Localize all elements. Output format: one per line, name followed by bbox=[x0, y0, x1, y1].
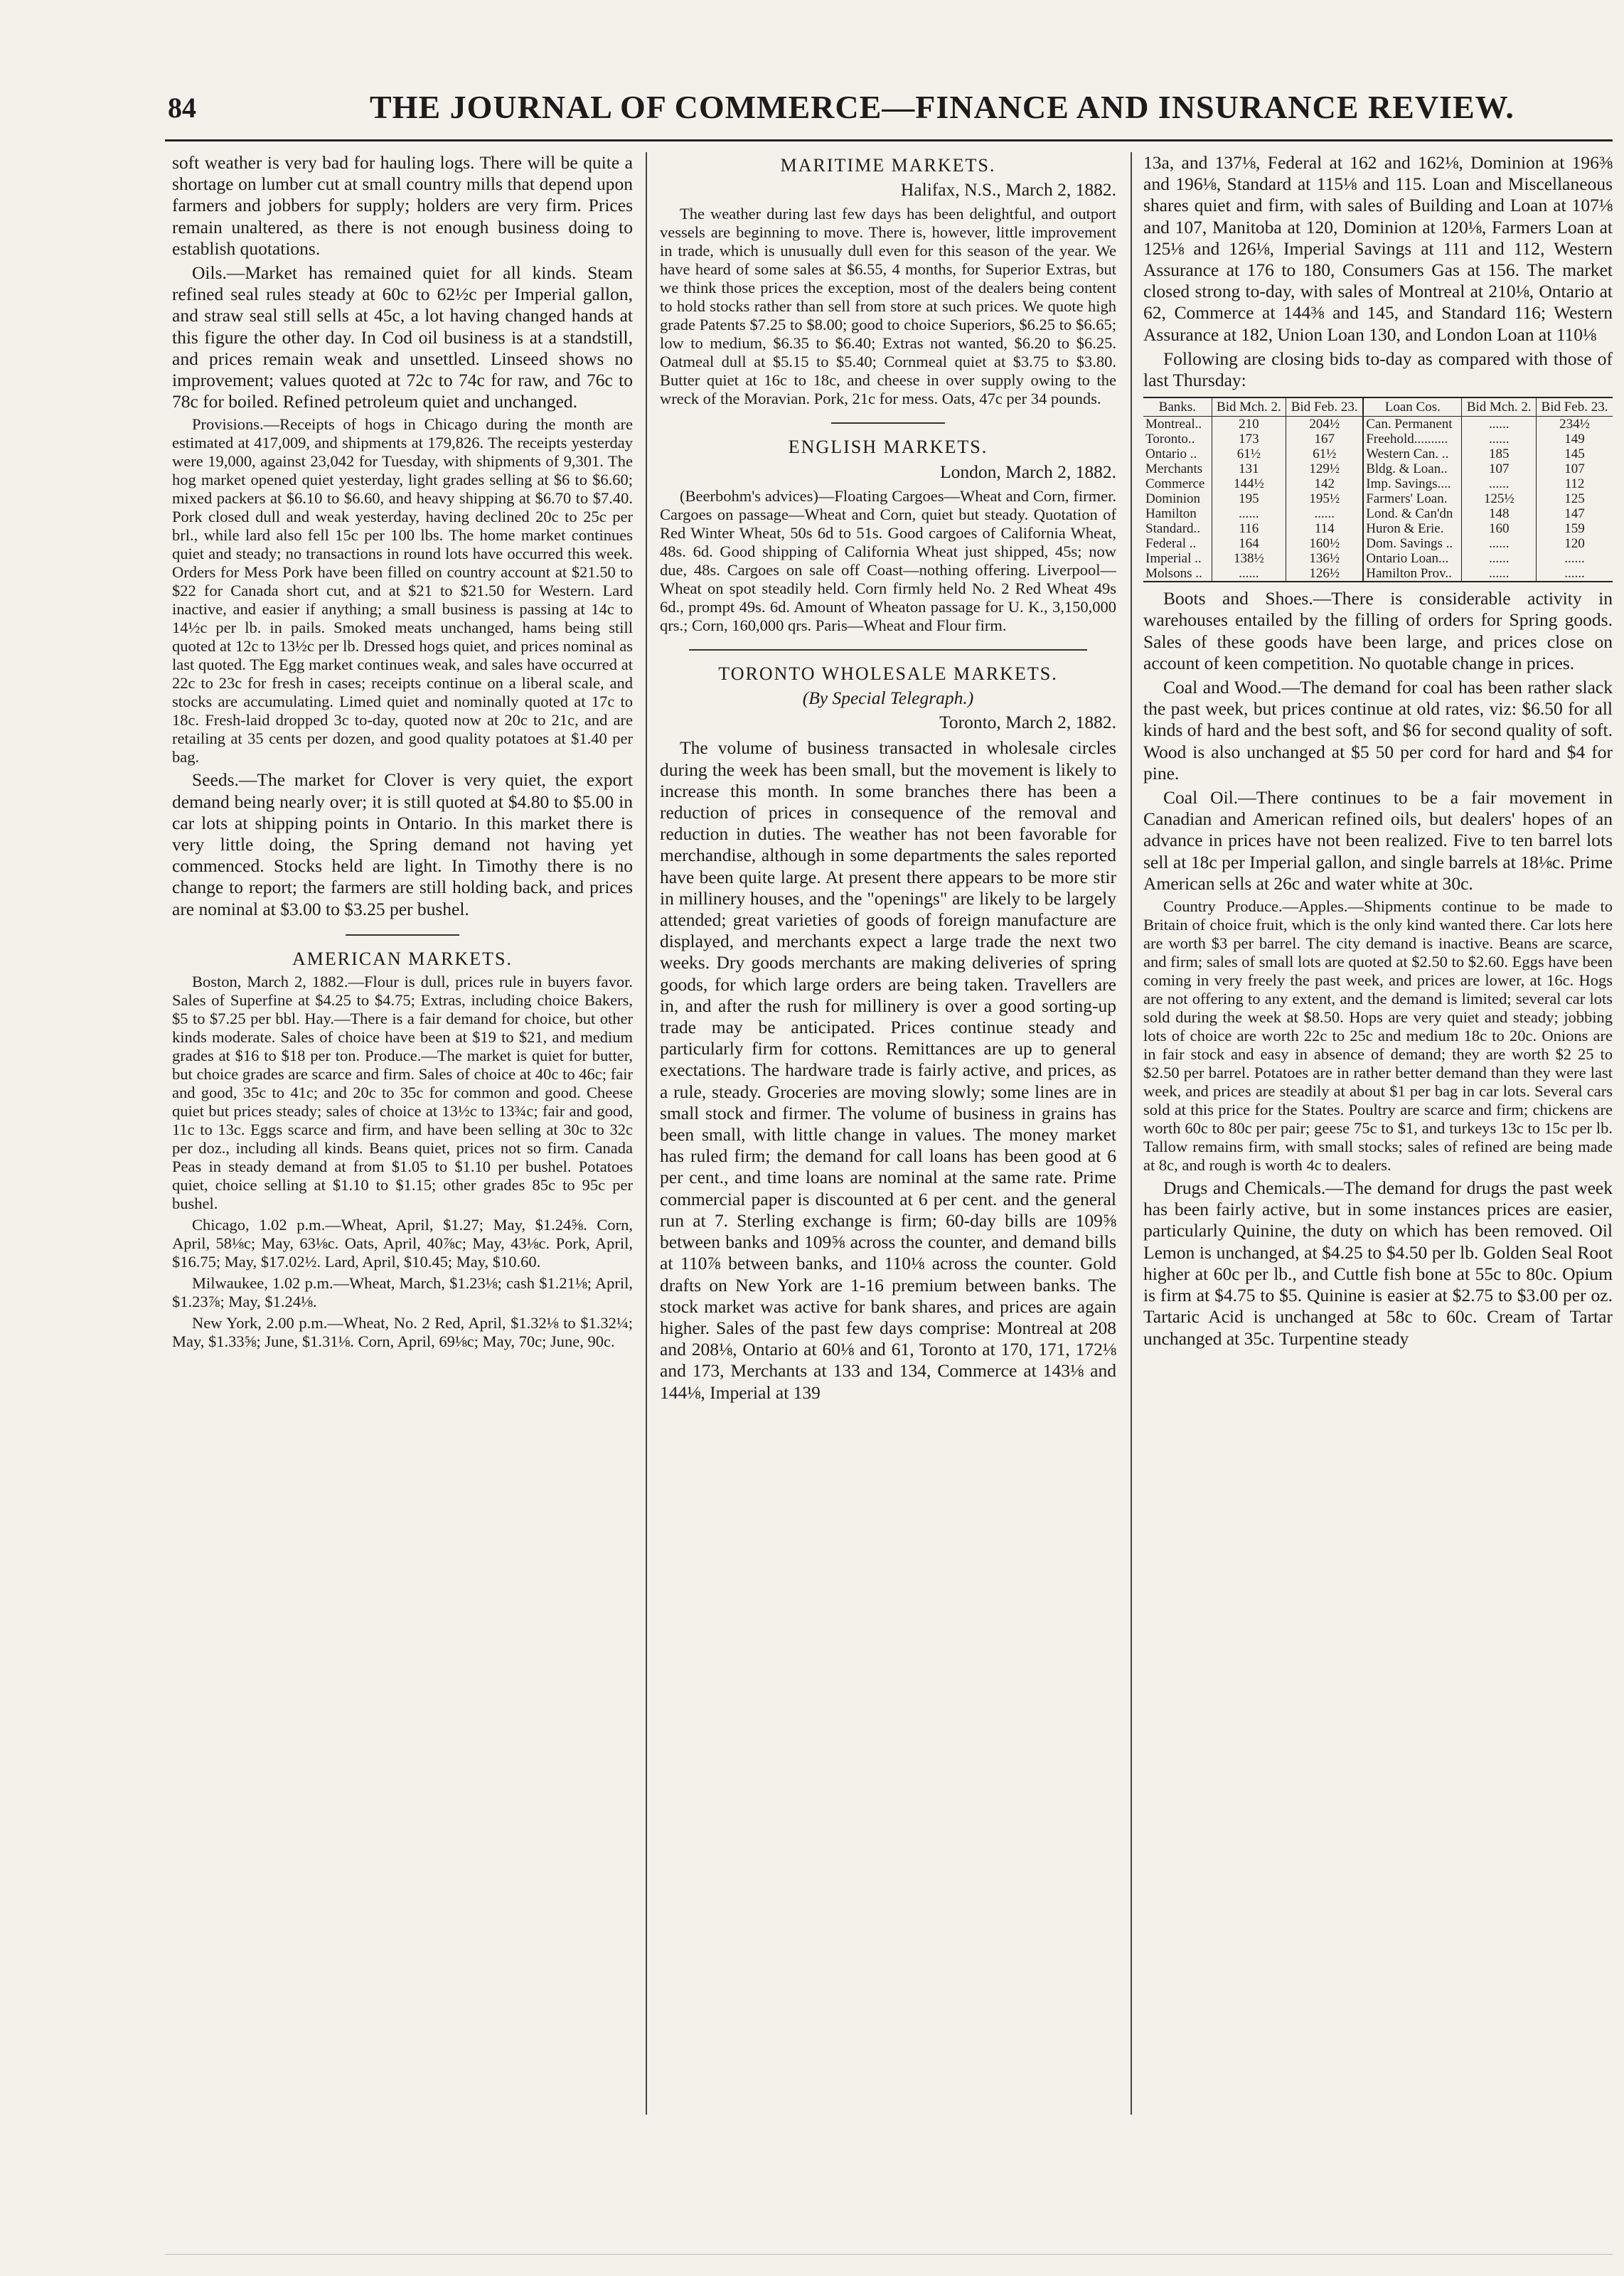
bank-bid-mch2-cell: 173 bbox=[1212, 432, 1286, 447]
stock-sales-paragraph: 13a, and 137⅛, Federal at 162 and 162⅛, Dominion at 196⅜ and 196⅛, Standard at 115⅛ and 115. Loan and Miscellaneous shares quiet and firm, with sales of Building and Loan at 107⅛ and 107, Manitoba at 120, Dominion at 120⅛, Farmers Loan at 125⅛ and 126⅛, Imperial Savings at 111 and 112, Western Assurance at 176 to 180, Consumers Gas at 156. The market closed strong to-day, with sales of Montreal at 210⅛, Ontario at 62, Commerce at 144⅜ and 145, and Standard 116; Western Assurance at 182, Union Loan 130, and London Loan at 110⅛ bbox=[1143, 152, 1613, 345]
footer-rule bbox=[165, 2254, 1613, 2255]
column-1 bbox=[172, 152, 633, 2093]
bank-name-cell: Molsons .. bbox=[1145, 566, 1202, 582]
loan-bid-mch2-cell: 160 bbox=[1462, 521, 1537, 536]
bank-name-cell: Hamilton bbox=[1145, 506, 1197, 522]
bid-mch2-header: Bid Mch. 2. bbox=[1212, 397, 1286, 417]
column-divider-1 bbox=[646, 152, 647, 2115]
bank-name-cell: Commerce bbox=[1145, 476, 1205, 492]
loan-company-cell: Bldg. & Loan.. bbox=[1363, 461, 1462, 476]
section-rule bbox=[831, 422, 945, 424]
loan-bid-feb23-cell: 145 bbox=[1537, 447, 1613, 461]
closing-bids-intro: Following are closing bids to-day as compared with those of last Thursday: bbox=[1143, 348, 1613, 391]
bank-name-cell: Federal .. bbox=[1145, 536, 1197, 552]
table-row bbox=[1143, 566, 1613, 582]
bank-bid-mch2-cell: 116 bbox=[1212, 521, 1286, 536]
bank-bid-feb23-cell: 142 bbox=[1286, 476, 1364, 491]
toronto-markets-heading: TORONTO WHOLESALE MARKETS. bbox=[718, 663, 1058, 684]
section-rule bbox=[689, 649, 1087, 651]
closing-bids-table bbox=[1143, 397, 1613, 582]
loan-company-cell: Dom. Savings .. bbox=[1363, 536, 1462, 551]
bank-bid-mch2-cell: 138½ bbox=[1212, 551, 1286, 566]
bank-bid-feb23-cell: 61½ bbox=[1286, 447, 1364, 461]
loan-company-cell: Huron & Erie. bbox=[1363, 521, 1462, 536]
column-divider-2 bbox=[1131, 152, 1132, 2115]
milwaukee-paragraph: Milwaukee, 1.02 p.m.—Wheat, March, $1.23⅛; cash $1.21⅛; April, $1.23⅞; May, $1.24⅛. bbox=[172, 1274, 633, 1311]
loan-bid-mch2-cell: ...... bbox=[1462, 536, 1537, 551]
bank-bid-feb23-cell: 129½ bbox=[1286, 461, 1364, 476]
loan-company-cell: Western Can. .. bbox=[1363, 447, 1462, 461]
loan-bid-feb23-cell: 147 bbox=[1537, 506, 1613, 521]
boston-paragraph: Boston, March 2, 1882.—Flour is dull, prices rule in buyers favor. Sales of Superfine at $4.25 to $4.75; Extras, including choice Bakers, $5 to $7.25 per bbl. Hay.—There is a fair demand for choice, but other kinds moderate. Sales of choice have been at $19 to $21, and medium grades at $16 to $18 per ton. Produce.—The market is quiet for butter, but choice grades are scarce and firm. Sales of choice at 40c to 46c; fair and good, 35c to 41c; and 20c to 35c for common and good. Cheese quiet but prices steady; sales of choice at 13½c to 13¾c; fair and good, 11c to 13c. Eggs scarce and firm, and have been selling at 30c to 32c per doz., including all kinds. Beans quiet, prices not so firm. Canada Peas in steady demand at from $1.05 to $1.10 per bushel. Potatoes quiet, choice selling at $1.10 to $1.15; other grades 85c to 95c per bushel. bbox=[172, 973, 633, 1213]
maritime-dateline: Halifax, N.S., March 2, 1882. bbox=[900, 179, 1116, 201]
bank-bid-feb23-cell: 160½ bbox=[1286, 536, 1364, 551]
lumber-paragraph: soft weather is very bad for hauling logs. There will be quite a shortage on lumber cut at small country mills that depend upon farmers and jobbers for supply; holders are very firm. Prices remain unaltered, as there is not enough business doing to establish quotations. bbox=[172, 152, 633, 259]
table-row bbox=[1143, 417, 1613, 432]
bank-bid-feb23-cell: 204½ bbox=[1286, 417, 1364, 432]
loan-company-cell: Hamilton Prov.. bbox=[1363, 566, 1462, 582]
coal-oil-paragraph: Coal Oil.—There continues to be a fair movement in Canadian and American refined oils, but dealers' hopes of an advance in prices have not been realized. Five to ten barrel lots sell at 18c per Imperial gallon, and single barrels at 18⅛c. Prime American sells at 26c and water white at 30c. bbox=[1143, 787, 1613, 894]
bank-bid-mch2-cell: 144½ bbox=[1212, 476, 1286, 491]
loan-bid-feb23-cell: 234½ bbox=[1537, 417, 1613, 432]
bank-bid-mch2-cell: 210 bbox=[1212, 417, 1286, 432]
loan-company-cell: Freehold.......... bbox=[1363, 432, 1462, 447]
bank-bid-feb23-cell: 114 bbox=[1286, 521, 1364, 536]
header-rule bbox=[165, 139, 1613, 141]
country-produce-paragraph: Country Produce.—Apples.—Shipments continue to be made to Britain of choice fruit, which is the only kind wanted there. Car lots here are worth $3 per barrel. The city demand is inactive. Beans are scarce, and firm; sales of small lots are quoted at $2.50 to $2.60. Eggs have been coming in very freely the past week, and prices are lower, at 16c. Hogs are not offering to any extent, and the demand is limited; several car lots sold during the week at $8.50. Hops are very quiet and steady; jobbing lots of choice are worth 22c to 25c and medium 18c to 20c. Onions are in fair stock and easy in absence of demand; they are worth $2 25 to $2.50 per barrel. Potatoes are in rather better demand than they were last week, and prices are steadily at about $1 per bag in car lots. Several cars sold at this price for the States. Poultry are scarce and firm; chickens are worth 60c to 80c per pair; geese 75c to $1, and turkeys 13c to 15c per lb. Tallow remains firm, with small stocks; sales of refined are being made at 8c, and rough is worth 4c to dealers. bbox=[1143, 897, 1613, 1175]
english-paragraph: (Beerbohm's advices)—Floating Cargoes—Wheat and Corn, firmer. Cargoes on passage—Wheat and Corn, quiet but steady. Quotation of Red Winter Wheat, 50s 6d to 51s. Good cargoes of California Wheat, 48s. 6d. Good shipping of California Wheat just shipped, 45s; now due, 48s. Cargoes on sale off Coast—nothing offering. Liverpool—Wheat on spot steadily held. Corn firmly held No. 2 Red Wheat 49s 6d., prompt 49s. 6d. Amount of Wheaton passage for U. K., 3,150,000 qrs.; Corn, 160,000 qrs. Paris—Wheat and Flour firm. bbox=[660, 486, 1116, 634]
bank-bid-feb23-cell: 195½ bbox=[1286, 491, 1364, 506]
drugs-chemicals-paragraph: Drugs and Chemicals.—The demand for drugs the past week has been fairly active, but in some instances prices are easier, particularly Quinine, the duty on which has been removed. Oil Lemon is unchanged, at $4.25 to $4.50 per lb. Golden Seal Root higher at 60c per lb., and Cuttle fish bone at 55c to 80c. Opium is firm at $4.75 to $5. Quinine is easier at $2.75 to $3.00 per oz. Tartaric Acid is unchanged at 58c to 60c. Cream of Tartar unchanged at 35c. Turpentine steady bbox=[1143, 1177, 1613, 1349]
bank-bid-feb23-cell: 136½ bbox=[1286, 551, 1364, 566]
loan-company-cell: Ontario Loan... bbox=[1363, 551, 1462, 566]
bid-feb23-header: Bid Feb. 23. bbox=[1286, 397, 1364, 417]
english-dateline: London, March 2, 1882. bbox=[940, 461, 1116, 482]
english-markets-heading: ENGLISH MARKETS. bbox=[788, 437, 988, 458]
loan-bid-feb23-cell: 120 bbox=[1537, 536, 1613, 551]
loan-company-cell: Lond. & Can'dn bbox=[1363, 506, 1462, 521]
table-row bbox=[1143, 506, 1613, 521]
loan-bid-feb23-header: Bid Feb. 23. bbox=[1537, 397, 1613, 417]
loan-bid-mch2-cell: 107 bbox=[1462, 461, 1537, 476]
loan-bid-mch2-cell: ...... bbox=[1462, 432, 1537, 447]
bank-bid-mch2-cell: ...... bbox=[1212, 506, 1286, 521]
loan-bid-feb23-cell: 159 bbox=[1537, 521, 1613, 536]
loan-bid-feb23-cell: ...... bbox=[1537, 566, 1613, 582]
section-rule bbox=[346, 934, 459, 936]
loan-bid-mch2-header: Bid Mch. 2. bbox=[1462, 397, 1537, 417]
bank-name-cell: Imperial .. bbox=[1145, 551, 1202, 567]
journal-title: THE JOURNAL OF COMMERCE—FINANCE AND INSURANCE REVIEW. bbox=[370, 89, 1515, 125]
page-number: 84 bbox=[168, 92, 196, 124]
loan-company-cell: Imp. Savings.... bbox=[1363, 476, 1462, 491]
banks-header: Banks. bbox=[1143, 397, 1212, 417]
loan-bid-mch2-cell: ...... bbox=[1462, 551, 1537, 566]
bank-bid-mch2-cell: 164 bbox=[1212, 536, 1286, 551]
loan-bid-mch2-cell: ...... bbox=[1462, 566, 1537, 582]
table-row bbox=[1143, 476, 1613, 491]
provisions-paragraph: Provisions.—Receipts of hogs in Chicago during the month are estimated at 417,009, and shipments at 179,826. The receipts yesterday were 19,000, against 23,042 for Tuesday, with shipments of 9,301. The hog market opened quiet yesterday, light grades selling at $6 to $6.60; mixed packers at $6.10 to $6.60, and heavy shipping at $6.70 to $7.40. Pork closed dull and weak yesterday, having declined 20c to 25c per brl., while lard also fell 15c per 100 lbs. The home market continues quiet and steady; no transactions in round lots have occurred this week. Orders for Mess Pork have been filled on country account at $21.50 to $22 for Canada short cut, and at $21 to $21.50 for Western. Lard inactive, and easier if anything; a small business is passing at 14c to 14½c per lb. in pails. Smoked meats unchanged, hams being still quoted at 12c to 13½c per lb. Dressed hogs quiet, and prices nominal as last quoted. The Egg market continues weak, and sales have occurred at 22c to 23c for fresh in cases; receipts continue on a liberal scale, and stocks are accumulating. Limed quiet and nominally quoted at 17c to 18c. Fresh-laid dropped 3c to-day, quoted now at 20c to 21c, and are retailing at 35 cents per dozen, and good quality potatoes at $1.40 per bag. bbox=[172, 415, 633, 766]
table-row bbox=[1143, 551, 1613, 566]
toronto-byline: (By Special Telegraph.) bbox=[802, 688, 974, 709]
coal-wood-paragraph: Coal and Wood.—The demand for coal has been rather slack the past week, but prices continue at old rates, viz: $6.50 for all kinds of hard and the best soft, and $6 for second quality of soft. Wood is also unchanged at $5 50 per cord for hard and $4 for pine. bbox=[1143, 677, 1613, 784]
loan-bid-mch2-cell: ...... bbox=[1462, 476, 1537, 491]
table-row bbox=[1143, 536, 1613, 551]
bank-bid-mch2-cell: ...... bbox=[1212, 566, 1286, 582]
table-row bbox=[1143, 521, 1613, 536]
bank-name-cell: Ontario .. bbox=[1145, 447, 1197, 462]
column-3 bbox=[1143, 152, 1613, 2115]
toronto-paragraph: The volume of business transacted in wholesale circles during the week has been small, but the movement is likely to increase this month. In some branches there has been a reduction of prices in consequence of the removal and reduction in duties. The weather has not been favorable for merchandise, although in some departments the sales reported have been quite large. At present there appears to be more stir in millinery houses, and the "openings" are likely to be largely attended; great varieties of goods of foreign manufacture are displayed, and merchants expect a large trade the next two weeks. Dry goods merchants are making deliveries of spring goods, for which large orders are being taken. Travellers are in, and after the rush for millinery is over a good sorting-up trade may be anticipated. Prices continue steady and particularly firm for cottons. Remittances are up to general exectations. The hardware trade is fairly active, and prices, as a rule, steady. Groceries are moving slowly; some lines are in small stock and firmer. The volume of business in grains has been small, with little change in values. The money market has ruled firm; the demand for call loans has been good at 6 per cent., and time loans are nominal at the same rate. Prime commercial paper is discounted at 6 per cent. and the general run at 7. Sterling exchange is firm; 60-day bills are 109⅝ between banks and 109⅝ across the counter, and demand bills at 110⅞ between banks, and 110⅛ across the counter. Gold drafts on New York are 1-16 premium between banks. The stock market was active for bank shares, and prices are again higher. Sales of the past few days comprise: Montreal at 208 and 208⅛, Ontario at 60⅛ and 61, Toronto at 170, 171, 172⅛ and 173, Merchants at 133 and 134, Commerce at 143⅛ and 144⅛, Imperial at 139 bbox=[660, 737, 1116, 1403]
loan-bid-mch2-cell: ...... bbox=[1462, 417, 1537, 432]
column-2 bbox=[660, 152, 1116, 2115]
table-header-row bbox=[1143, 397, 1613, 417]
loan-company-cell: Can. Permanent bbox=[1363, 417, 1462, 432]
bank-bid-feb23-cell: ...... bbox=[1286, 506, 1364, 521]
table-row bbox=[1143, 432, 1613, 447]
loan-bid-feb23-cell: ...... bbox=[1537, 551, 1613, 566]
boots-shoes-paragraph: Boots and Shoes.—There is considerable activity in warehouses entailed by the filling of orders for Spring goods. Sales of these goods have been large, and prices close on account of keen competition. No quotable change in prices. bbox=[1143, 588, 1613, 673]
bank-bid-mch2-cell: 61½ bbox=[1212, 447, 1286, 461]
bank-name-cell: Standard.. bbox=[1145, 521, 1201, 537]
bank-name-cell: Toronto.. bbox=[1145, 432, 1195, 447]
table-body bbox=[1143, 417, 1613, 582]
bank-name-cell: Montreal.. bbox=[1145, 417, 1202, 432]
oils-paragraph: Oils.—Market has remained quiet for all kinds. Steam refined seal rules steady at 60c to 62½c per Imperial gallon, and straw seal still sells at 45c, a lot having changed hands at this figure the other day. In Cod oil business is at a standstill, and prices remain weak and unsettled. Linseed shows no improvement; values quoted at 72c to 74c for raw, and 76c to 78c for boiled. Refined petroleum quiet and unchanged. bbox=[172, 262, 633, 412]
maritime-paragraph: The weather during last few days has been delightful, and outport vessels are beginning to move. There is, however, little improvement in trade, which is unusually dull even for this season of the year. We have heard of some sales at $6.55, 4 months, for Superior Extras, but we think those prices the exception, most of the dealers being content to hold stocks rather than sell from store at such prices. We quote high grade Patents $7.25 to $8.00; good to choice Superiors, $6.25 to $6.65; low to medium, $6.35 to $6.40; Extras not wanted, $6.20 to $6.25. Oatmeal dull at $5.15 to $5.40; Cornmeal quiet at $3.75 to $3.80. Butter quiet at 16c to 18c, and cheese in over supply owing to the wreck of the Moravian. Pork, 21c for mess. Oats, 47c per 34 pounds. bbox=[660, 205, 1116, 408]
loan-bid-mch2-cell: 185 bbox=[1462, 447, 1537, 461]
chicago-paragraph: Chicago, 1.02 p.m.—Wheat, April, $1.27; May, $1.24⅝. Corn, April, 58⅛c; May, 63⅛c. Oats, April, 40⅞c; May, 43⅛c. Pork, April, $16.75; May, $17.02½. Lard, April, $10.45; May, $10.60. bbox=[172, 1216, 633, 1271]
table-row bbox=[1143, 447, 1613, 461]
new-york-paragraph: New York, 2.00 p.m.—Wheat, No. 2 Red, April, $1.32⅛ to $1.32¼; May, $1.33⅝; June, $1.31⅛. Corn, April, 69⅛c; May, 70c; June, 90c. bbox=[172, 1314, 633, 1351]
loan-bid-feb23-cell: 112 bbox=[1537, 476, 1613, 491]
loan-bid-mch2-cell: 148 bbox=[1462, 506, 1537, 521]
loan-bid-feb23-cell: 125 bbox=[1537, 491, 1613, 506]
table-row bbox=[1143, 491, 1613, 506]
loan-bid-feb23-cell: 149 bbox=[1537, 432, 1613, 447]
seeds-paragraph: Seeds.—The market for Clover is very quiet, the export demand being nearly over; it is still quoted at $4.80 to $5.00 in car lots at shipping points in Ontario. In this market there is very little doing, the Spring demand not having yet commenced. Stocks held are light. In Timothy there is no change to report; the farmers are still holding back, and prices are nominal at $3.00 to $3.25 per bushel. bbox=[172, 769, 633, 919]
bank-bid-feb23-cell: 167 bbox=[1286, 432, 1364, 447]
bank-name-cell: Dominion bbox=[1145, 491, 1201, 507]
loan-company-cell: Farmers' Loan. bbox=[1363, 491, 1462, 506]
bank-bid-mch2-cell: 131 bbox=[1212, 461, 1286, 476]
bank-name-cell: Merchants bbox=[1145, 461, 1203, 477]
toronto-dateline: Toronto, March 2, 1882. bbox=[939, 712, 1116, 733]
loan-bid-feb23-cell: 107 bbox=[1537, 461, 1613, 476]
loan-bid-mch2-cell: 125½ bbox=[1462, 491, 1537, 506]
american-markets-heading: AMERICAN MARKETS. bbox=[292, 948, 513, 969]
maritime-markets-heading: MARITIME MARKETS. bbox=[780, 155, 996, 176]
loan-cos-header: Loan Cos. bbox=[1363, 397, 1462, 417]
table-row bbox=[1143, 461, 1613, 476]
bank-bid-feb23-cell: 126½ bbox=[1286, 566, 1364, 582]
bank-bid-mch2-cell: 195 bbox=[1212, 491, 1286, 506]
